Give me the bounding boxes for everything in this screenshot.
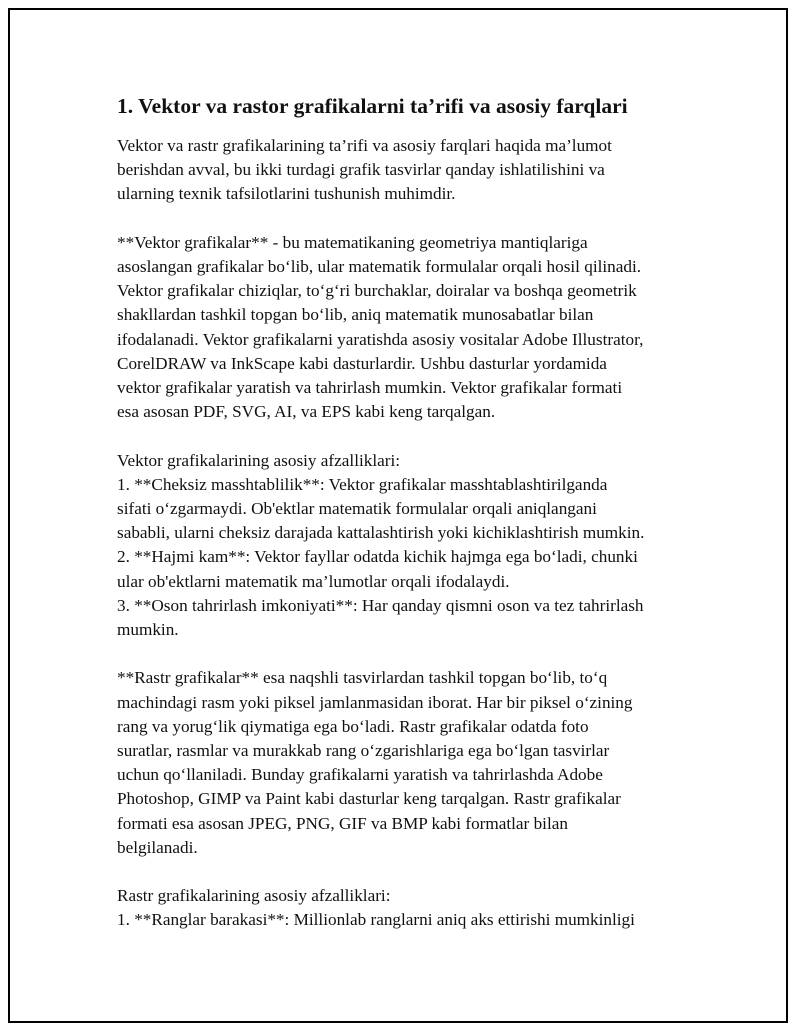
text-line: Rastr grafikalarining asosiy afzalliklari: — [117, 886, 391, 906]
text-line: Vektor grafikalar chiziqlar, to‘g‘ri burchaklar, doiralar va boshqa geometrik — [117, 281, 637, 301]
text-line: Vektor grafikalarining asosiy afzalliklari: — [117, 450, 401, 470]
paragraph-raster-advantages — [117, 884, 697, 932]
paragraph-vector-definition — [117, 231, 697, 425]
paragraph-intro — [117, 134, 697, 207]
text-line: Photoshop, GIMP va Paint kabi dasturlar keng tarqalgan. Rastr grafikalar — [117, 789, 621, 809]
text-line: 1. **Ranglar barakasi**: Millionlab ranglarni aniq aks ettirishi mumkinligi — [117, 910, 635, 930]
text-line: shakllardan tashkil topgan bo‘lib, aniq matematik munosabatlar bilan — [117, 305, 594, 325]
text-line: sababli, ularni cheksiz darajada kattalashtirish yoki kichiklashtirish mumkin. — [117, 523, 645, 543]
text-line: formati esa asosan JPEG, PNG, GIF va BMP kabi formatlar bilan — [117, 813, 568, 833]
text-line: rang va yorug‘lik qiymatiga ega bo‘ladi. Rastr grafikalar odatda foto — [117, 716, 589, 736]
text-line: ularning texnik tafsilotlarini tushunish muhimdir. — [117, 184, 456, 204]
text-line: mumkin. — [117, 620, 179, 640]
text-line: sifati o‘zgarmaydi. Ob'ektlar matematik formulalar orqali aniqlangani — [117, 499, 597, 519]
text-line: berishdan avval, bu ikki turdagi grafik tasvirlar qanday ishlatilishini va — [117, 160, 605, 180]
text-line: machindagi rasm yoki piksel jamlanmasidan iborat. Har bir piksel o‘zining — [117, 692, 633, 712]
text-line: vektor grafikalar yaratish va tahrirlash mumkin. Vektor grafikalar formati — [117, 378, 623, 398]
document-body — [117, 91, 697, 957]
text-line: belgilanadi. — [117, 837, 198, 857]
text-line: 3. **Oson tahrirlash imkoniyati**: Har qanday qismni oson va tez tahrirlash — [117, 595, 644, 615]
text-line: esa asosan PDF, SVG, AI, va EPS kabi keng tarqalgan. — [117, 402, 496, 422]
section-heading: 1. Vektor va rastor grafikalarni ta’rifi va asosiy farqlari — [117, 94, 628, 118]
text-line: uchun qo‘llaniladi. Bunday grafikalarni yaratish va tahrirlashda Adobe — [117, 765, 603, 785]
text-line: 2. **Hajmi kam**: Vektor fayllar odatda kichik hajmga ega bo‘ladi, chunki — [117, 547, 638, 567]
paragraph-vector-advantages — [117, 449, 697, 643]
text-line: asoslangan grafikalar bo‘lib, ular matematik formulalar orqali hosil qilinadi. — [117, 257, 642, 276]
text-line: ifodalanadi. Vektor grafikalarni yaratishda asosiy vositalar Adobe Illustrator, — [117, 329, 644, 349]
text-line: **Vektor grafikalar** - bu matematikaning geometriya mantiqlariga — [117, 232, 588, 252]
text-line: suratlar, rasmlar va murakkab rang o‘zgarishlariga ega bo‘lgan tasvirlar — [117, 741, 610, 761]
text-line: ular ob'ektlarni matematik ma’lumotlar orqali ifodalaydi. — [117, 571, 510, 591]
text-line: 1. **Cheksiz masshtablilik**: Vektor grafikalar masshtablashtirilganda — [117, 474, 608, 494]
paragraph-raster-definition — [117, 666, 697, 860]
text-line: **Rastr grafikalar** esa naqshli tasvirlardan tashkil topgan bo‘lib, to‘q — [117, 668, 608, 688]
text-line: CorelDRAW va InkScape kabi dasturlardir. Ushbu dasturlar yordamida — [117, 353, 607, 373]
text-line: Vektor va rastr grafikalarining ta’rifi va asosiy farqlari haqida ma’lumot — [117, 136, 612, 155]
